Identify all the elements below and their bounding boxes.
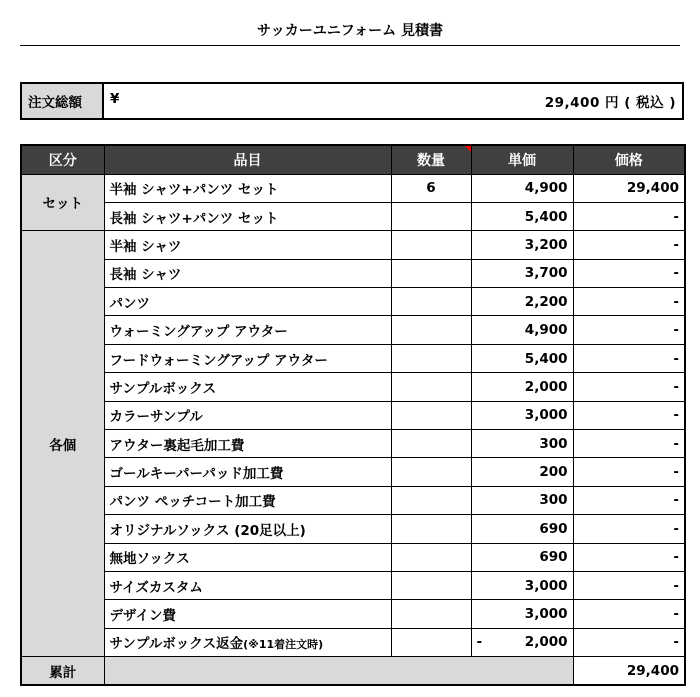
refund-item-note: (※11着注文時) <box>243 638 324 652</box>
unit-price-cell[interactable]: 3,200 <box>471 231 573 259</box>
table-row <box>21 600 685 628</box>
order-total-label[interactable]: 注文総額 <box>21 83 103 119</box>
group-label-set[interactable]: セット <box>21 174 104 231</box>
header-price[interactable]: 価格 <box>573 145 685 174</box>
item-cell[interactable]: 無地ソックス <box>104 543 391 571</box>
qty-cell[interactable] <box>391 231 471 259</box>
price-cell[interactable]: - <box>573 202 685 230</box>
unit-price-cell[interactable]: 2,000 <box>471 373 573 401</box>
unit-price-cell[interactable]: 3,700 <box>471 259 573 287</box>
refund-item-label: サンプルボックス返金 <box>109 636 244 653</box>
price-cell[interactable]: - <box>573 430 685 458</box>
price-cell[interactable]: - <box>573 571 685 599</box>
item-cell[interactable]: ウォーミングアップ アウター <box>104 316 391 344</box>
price-cell[interactable]: 29,400 <box>573 174 685 202</box>
summary-row <box>21 657 685 685</box>
unit-price-cell[interactable]: 3,000 <box>471 401 573 429</box>
qty-cell[interactable] <box>391 430 471 458</box>
table-row <box>21 430 685 458</box>
qty-cell[interactable] <box>391 202 471 230</box>
table-row <box>21 571 685 599</box>
price-cell[interactable]: - <box>573 628 685 656</box>
qty-cell[interactable] <box>391 373 471 401</box>
table-row <box>21 231 685 259</box>
unit-price-cell[interactable]: 3,000 <box>471 600 573 628</box>
qty-cell[interactable] <box>391 259 471 287</box>
refund-unit-price: 2,000 <box>524 634 568 651</box>
item-cell[interactable]: デザイン費 <box>104 600 391 628</box>
currency-symbol: ¥ <box>110 91 120 107</box>
table-header-row <box>21 145 685 174</box>
item-cell[interactable]: カラーサンプル <box>104 401 391 429</box>
table-row <box>21 288 685 316</box>
item-cell[interactable]: アウター裏起毛加工費 <box>104 430 391 458</box>
item-cell[interactable]: オリジナルソックス (20足以上) <box>104 515 391 543</box>
header-item[interactable]: 品目 <box>104 145 391 174</box>
price-cell[interactable]: - <box>573 344 685 372</box>
price-cell[interactable]: - <box>573 543 685 571</box>
unit-price-cell[interactable]: 300 <box>471 486 573 514</box>
order-total-table <box>20 82 684 120</box>
header-category[interactable]: 区分 <box>21 145 104 174</box>
table-row <box>21 515 685 543</box>
minus-sign: - <box>476 634 483 651</box>
qty-cell[interactable] <box>391 288 471 316</box>
price-cell[interactable]: - <box>573 401 685 429</box>
qty-cell[interactable] <box>391 458 471 486</box>
table-row <box>21 401 685 429</box>
order-total-value-cell[interactable] <box>103 83 683 119</box>
table-row <box>21 259 685 287</box>
unit-price-cell[interactable]: 690 <box>471 515 573 543</box>
price-cell[interactable]: - <box>573 600 685 628</box>
item-cell[interactable] <box>104 628 391 656</box>
qty-cell[interactable] <box>391 344 471 372</box>
price-cell[interactable]: - <box>573 515 685 543</box>
unit-price-cell[interactable]: 3,000 <box>471 571 573 599</box>
table-row <box>21 316 685 344</box>
table-row <box>21 174 685 202</box>
qty-cell[interactable] <box>391 486 471 514</box>
table-row <box>21 373 685 401</box>
unit-price-cell[interactable]: 690 <box>471 543 573 571</box>
unit-price-cell[interactable]: 4,900 <box>471 174 573 202</box>
unit-price-cell[interactable]: 5,400 <box>471 202 573 230</box>
price-cell[interactable]: - <box>573 259 685 287</box>
price-cell[interactable]: - <box>573 458 685 486</box>
table-row <box>21 458 685 486</box>
item-cell[interactable]: 半袖 シャツ+パンツ セット <box>104 174 391 202</box>
item-cell[interactable]: パンツ <box>104 288 391 316</box>
qty-cell[interactable] <box>391 628 471 656</box>
order-total-amount: 29,400 円 ( 税込 ) <box>544 95 676 111</box>
unit-price-cell[interactable]: 200 <box>471 458 573 486</box>
qty-cell[interactable] <box>391 571 471 599</box>
header-qty[interactable] <box>391 145 471 174</box>
qty-cell[interactable] <box>391 316 471 344</box>
price-cell[interactable]: - <box>573 373 685 401</box>
table-row <box>21 202 685 230</box>
header-unit-price[interactable]: 単価 <box>471 145 573 174</box>
qty-cell[interactable]: 6 <box>391 174 471 202</box>
price-cell[interactable]: - <box>573 288 685 316</box>
item-cell[interactable]: 長袖 シャツ <box>104 259 391 287</box>
item-cell[interactable]: パンツ ペッチコート加工費 <box>104 486 391 514</box>
table-row <box>21 344 685 372</box>
item-cell[interactable]: サンプルボックス <box>104 373 391 401</box>
price-cell[interactable]: - <box>573 486 685 514</box>
qty-cell[interactable] <box>391 600 471 628</box>
price-cell[interactable]: - <box>573 316 685 344</box>
group-label-individual[interactable]: 各個 <box>21 231 104 657</box>
price-cell[interactable]: - <box>573 231 685 259</box>
qty-cell[interactable] <box>391 543 471 571</box>
item-cell[interactable]: 半袖 シャツ <box>104 231 391 259</box>
summary-empty-cell[interactable] <box>104 657 573 685</box>
summary-price[interactable]: 29,400 <box>573 657 685 685</box>
item-cell[interactable]: サイズカスタム <box>104 571 391 599</box>
qty-cell[interactable] <box>391 515 471 543</box>
unit-price-cell[interactable]: 2,200 <box>471 288 573 316</box>
unit-price-cell[interactable]: 4,900 <box>471 316 573 344</box>
summary-label[interactable]: 累計 <box>21 657 104 685</box>
table-row <box>21 628 685 656</box>
qty-cell[interactable] <box>391 401 471 429</box>
header-qty-label: 数量 <box>417 152 445 169</box>
unit-price-cell[interactable]: 5,400 <box>471 344 573 372</box>
table-row <box>21 486 685 514</box>
unit-price-cell[interactable]: 300 <box>471 430 573 458</box>
comment-marker-icon[interactable] <box>465 146 471 152</box>
document-title: サッカーユニフォーム 見積書 <box>257 23 443 39</box>
item-cell[interactable]: ゴールキーパーパッド加工費 <box>104 458 391 486</box>
table-row <box>21 543 685 571</box>
item-cell[interactable]: フードウォーミングアップ アウター <box>104 344 391 372</box>
title-divider <box>20 45 680 46</box>
item-cell[interactable]: 長袖 シャツ+パンツ セット <box>104 202 391 230</box>
unit-price-cell[interactable] <box>471 628 573 656</box>
estimate-items-table <box>20 144 686 686</box>
